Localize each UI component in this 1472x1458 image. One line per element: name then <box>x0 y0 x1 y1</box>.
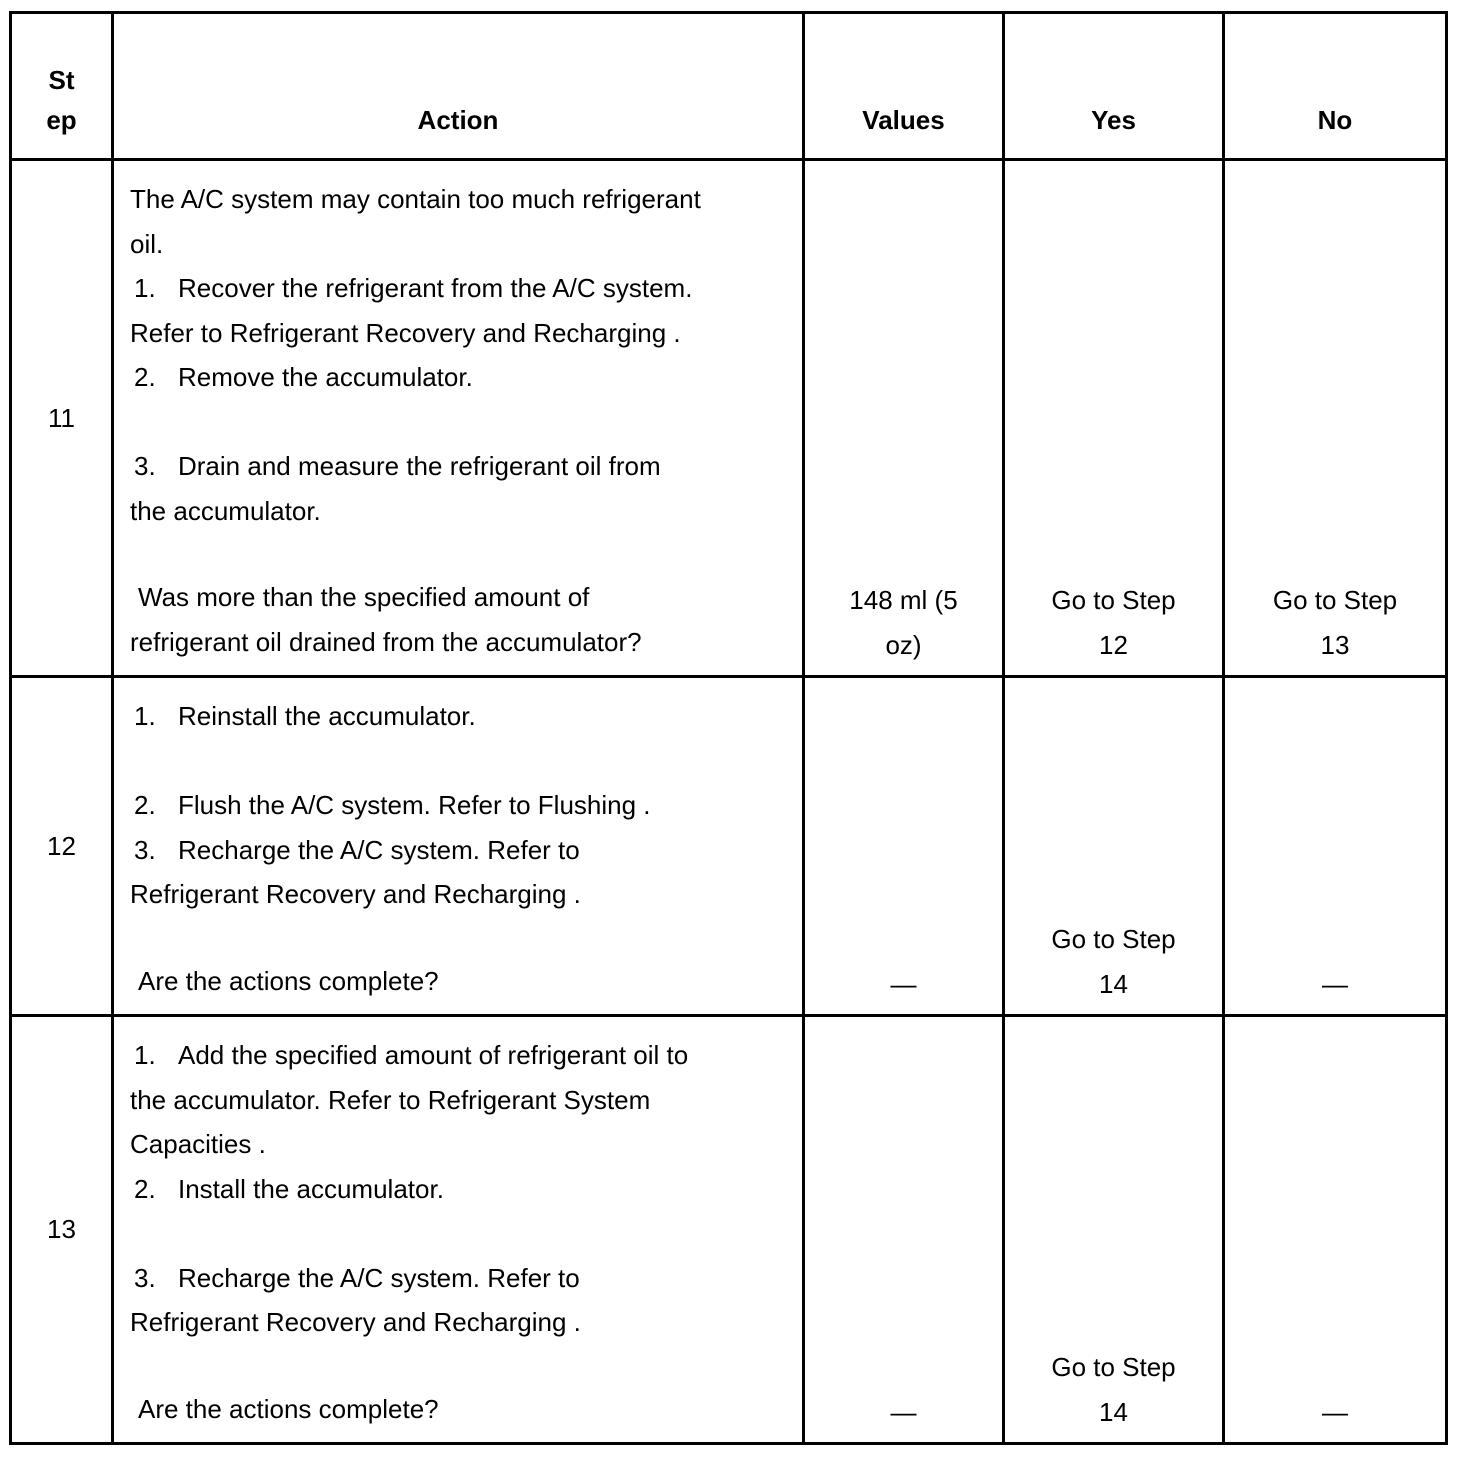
list-item: 2. Flush the A/C system. Refer to Flushing . <box>134 790 651 820</box>
values-cell: — <box>804 1016 1004 1444</box>
list-item: 3. Drain and measure the refrigerant oil from <box>134 451 661 481</box>
header-step: St ep <box>11 13 113 160</box>
table-row <box>11 677 1447 1016</box>
intro-line: oil. <box>130 228 164 259</box>
list-item: 2. Install the accumulator. <box>134 1173 444 1204</box>
step-number: 11 <box>11 160 113 677</box>
list-item-cont: Refrigerant Recovery and Recharging . <box>130 1307 581 1337</box>
list-item: 1. Add the specified amount of refrigerant oil to <box>134 1040 689 1070</box>
list-item-cont: Refrigerant Recovery and Recharging . <box>130 879 581 909</box>
header-action: Action <box>113 13 804 160</box>
intro-line: The A/C system may contain too much refrigerant <box>130 184 701 214</box>
table-row <box>11 160 1447 677</box>
list-item-cont: Refer to Refrigerant Recovery and Recharging . <box>130 317 681 348</box>
question: Was more than the specified amount of <box>138 582 590 612</box>
list-item: 1. Recover the refrigerant from the A/C system. <box>134 273 693 303</box>
question: Are the actions complete? <box>138 1393 439 1424</box>
table-row <box>11 1016 1447 1444</box>
action-cell <box>113 1016 804 1444</box>
yes-cell: Go to Step 12 <box>1004 160 1224 677</box>
action-cell <box>113 677 804 1016</box>
header-values: Values <box>804 13 1004 160</box>
list-item-cont: the accumulator. Refer to Refrigerant System <box>130 1084 651 1115</box>
no-cell: — <box>1224 1016 1447 1444</box>
question: refrigerant oil drained from the accumulator? <box>130 626 642 657</box>
yes-cell: Go to Step 14 <box>1004 677 1224 1016</box>
step-number: 12 <box>11 677 113 1016</box>
action-cell <box>113 160 804 677</box>
step-number: 13 <box>11 1016 113 1444</box>
diagnostic-table <box>9 11 1448 1445</box>
no-cell: — <box>1224 677 1447 1016</box>
header-no: No <box>1224 13 1447 160</box>
list-item: 3. Recharge the A/C system. Refer to <box>134 834 580 865</box>
values-cell: — <box>804 677 1004 1016</box>
header-row <box>11 13 1447 160</box>
list-item-cont: Capacities . <box>130 1129 266 1159</box>
list-item-cont: the accumulator. <box>130 495 321 526</box>
list-item: 1. Reinstall the accumulator. <box>134 701 476 731</box>
header-yes: Yes <box>1004 13 1224 160</box>
values-cell: 148 ml (5 oz) <box>804 160 1004 677</box>
list-item: 3. Recharge the A/C system. Refer to <box>134 1262 580 1293</box>
list-item: 2. Remove the accumulator. <box>134 362 473 392</box>
no-cell: Go to Step 13 <box>1224 160 1447 677</box>
yes-cell: Go to Step 14 <box>1004 1016 1224 1444</box>
question: Are the actions complete? <box>138 965 439 996</box>
